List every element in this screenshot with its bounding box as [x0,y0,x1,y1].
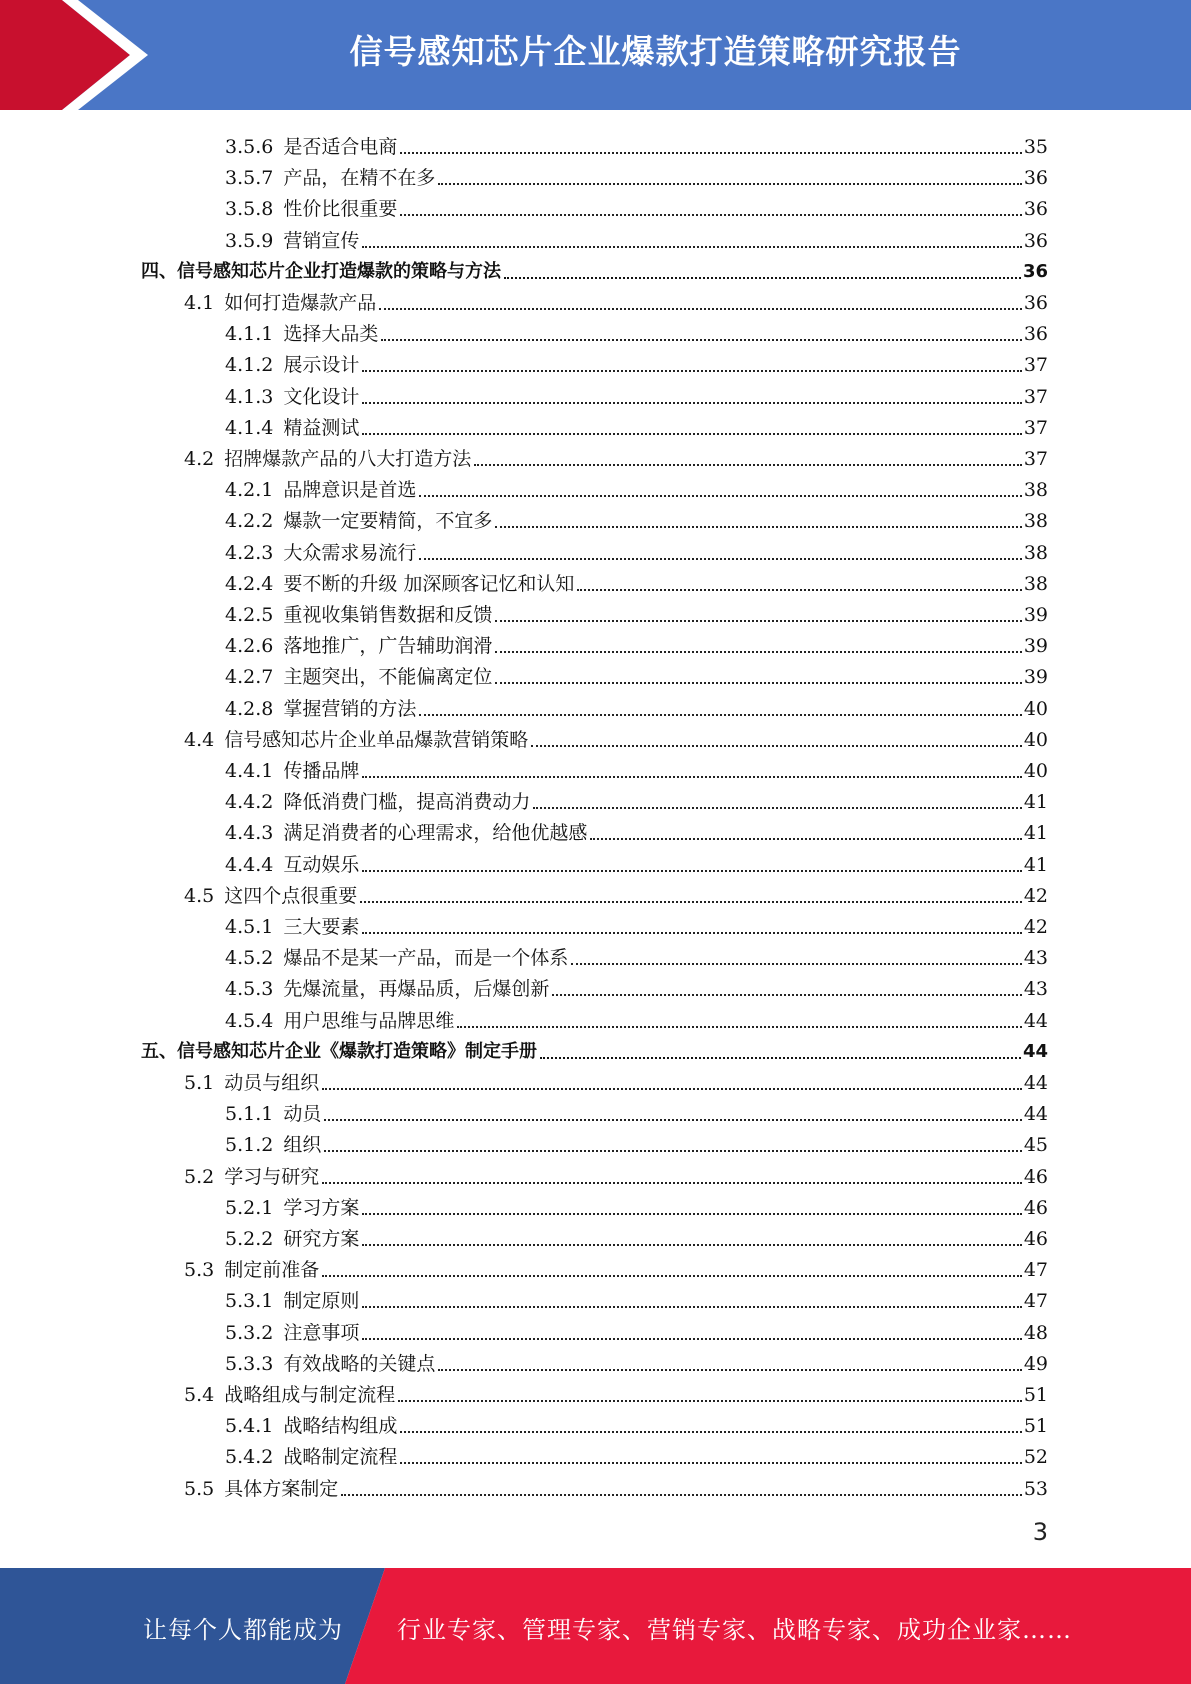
toc-entry-number: 4.2.5 [225,604,274,626]
toc-entry-number: 4.5.3 [225,978,274,1001]
toc-entry-page: 36 [1023,292,1048,314]
toc-dot-leader [400,1461,1021,1464]
toc-entry-number: 4.4.3 [225,822,274,845]
toc-entry[interactable] [225,378,1048,409]
toc-entry-page: 36 [1022,260,1048,282]
toc-entry-label: 制定原则 [283,1290,360,1313]
toc-entry-label: 如何打造爆款产品 [224,292,377,314]
toc-dot-leader [362,245,1021,248]
toc-entry-number: 4.1.2 [225,354,274,377]
toc-entry[interactable] [184,1251,1048,1282]
toc-entry-number: 5.3.3 [225,1352,274,1375]
toc-entry-label: 研究方案 [283,1228,360,1250]
toc-entry-label: 学习与研究 [224,1165,320,1188]
toc-entry-number: 5.2 [184,1165,215,1188]
toc-entry-page: 44 [1023,1009,1048,1032]
toc-dot-leader [540,1056,1021,1059]
toc-entry[interactable] [225,658,1048,689]
toc-entry-page: 49 [1023,1352,1048,1375]
toc-entry-number: 4.5.4 [225,1009,274,1032]
toc-entry-label: 品牌意识是首选 [283,479,417,502]
toc-entry-page: 42 [1023,916,1048,938]
toc-entry-label: 降低消费门槛，提高消费动力 [283,791,531,814]
toc-entry-label: 要不断的升级 加深顾客记忆和认知 [283,572,575,595]
toc-dot-leader [419,494,1021,497]
toc-entry-number: 3.5.6 [225,136,274,158]
header-arrow-icon [0,0,160,110]
toc-entry-number: 4.1.1 [225,323,274,346]
toc-entry[interactable] [225,814,1048,845]
toc-entry[interactable] [225,1407,1048,1438]
toc-dot-leader [362,1243,1021,1246]
toc-entry-page: 36 [1023,323,1048,346]
toc-dot-leader [400,1430,1021,1433]
toc-entry-page: 37 [1023,416,1048,439]
toc-dot-leader [571,962,1021,965]
toc-entry-label: 大众需求易流行 [283,541,417,564]
toc-entry[interactable] [225,128,1048,159]
toc-entry[interactable] [225,752,1048,783]
toc-entry-page: 44 [1023,1103,1048,1126]
toc-entry-label: 学习方案 [283,1196,360,1219]
toc-dot-leader [495,619,1021,622]
toc-dot-leader [324,1149,1021,1152]
toc-dot-leader [322,1181,1022,1184]
toc-dot-leader [341,1493,1022,1496]
toc-entry-label: 满足消费者的心理需求，给他优越感 [283,822,588,845]
toc-entry-page: 35 [1023,136,1048,158]
toc-entry-label: 先爆流量，再爆品质，后爆创新 [283,978,550,1001]
toc-entry-number: 5.3.2 [225,1321,274,1344]
toc-entry-page: 39 [1023,604,1048,626]
toc-entry-page: 45 [1023,1134,1048,1157]
toc-entry-number: 4.1 [184,292,215,314]
toc-entry-page: 38 [1023,572,1048,595]
toc-entry-label: 精益测试 [283,416,360,439]
toc-entry-number: 4.5 [184,884,215,907]
document-title: 信号感知芯片企业爆款打造策略研究报告 [349,32,962,71]
toc-entry-number: 4.4 [184,728,215,751]
toc-entry-page: 39 [1023,635,1048,658]
toc-dot-leader [533,806,1021,809]
toc-entry-page: 53 [1023,1477,1048,1500]
toc-entry-number: 3.5.7 [225,167,274,190]
toc-entry-number: 4.2.3 [225,541,274,564]
toc-entry-page: 41 [1023,822,1048,845]
toc-chapter-entry[interactable] [141,253,1048,284]
footer-slogan-right: 行业专家、管理专家、营销专家、战略专家、成功企业家…… [397,1616,1072,1644]
toc-entry-page: 38 [1023,510,1048,533]
toc-entry-page: 41 [1023,791,1048,814]
toc-entry-label: 产品，在精不在多 [283,167,436,190]
toc-dot-leader [362,775,1021,778]
toc-entry[interactable] [225,471,1048,502]
toc-entry-page: 43 [1023,978,1048,1001]
toc-entry-number: 4.2 [184,448,215,470]
toc-entry[interactable] [184,877,1048,908]
toc-entry-label: 战略结构组成 [283,1415,398,1438]
toc-entry-number: 4.5.2 [225,947,274,970]
toc-entry-number: 4.2.4 [225,572,274,595]
toc-dot-leader [400,213,1021,216]
toc-dot-leader [495,650,1021,653]
toc-entry[interactable] [225,846,1048,877]
toc-entry-number: 5.1.1 [225,1103,274,1126]
toc-entry-number: 3.5.8 [225,198,274,221]
footer-slogan-left: 让每个人都能成为 [143,1616,343,1644]
toc-entry-number: 4.2.7 [225,666,274,689]
toc-entry-label: 传播品牌 [283,760,360,782]
toc-entry[interactable] [225,409,1048,440]
toc-dot-leader [504,276,1021,279]
toc-dot-leader [362,432,1021,435]
toc-dot-leader [362,1337,1021,1340]
toc-entry-label: 爆款一定要精简，不宜多 [283,510,493,533]
toc-dot-leader [362,401,1021,404]
toc-entry-page: 40 [1023,728,1048,751]
toc-entry[interactable] [225,970,1048,1001]
toc-entry-page: 46 [1023,1196,1048,1219]
toc-entry-page: 36 [1023,198,1048,221]
toc-entry[interactable] [225,939,1048,970]
toc-entry-label: 动员 [283,1103,322,1126]
toc-entry-label: 三大要素 [283,916,360,938]
toc-entry-page: 40 [1023,697,1048,720]
page-number: 3 [1032,1518,1048,1546]
toc-entry[interactable] [225,565,1048,596]
toc-dot-leader [324,1118,1021,1121]
toc-entry-page: 52 [1023,1446,1048,1469]
toc-entry-page: 42 [1023,884,1048,907]
toc-entry-label: 信号感知芯片企业单品爆款营销策略 [224,728,529,751]
toc-entry[interactable] [225,1220,1048,1251]
toc-entry-label: 制定前准备 [224,1259,320,1282]
toc-dot-leader [322,1087,1022,1090]
toc-entry[interactable] [225,502,1048,533]
toc-entry[interactable] [184,721,1048,752]
toc-entry-number: 4.5.1 [225,916,274,938]
toc-entry-page: 43 [1023,947,1048,970]
toc-entry-label: 组织 [283,1134,322,1157]
toc-entry[interactable] [225,1095,1048,1126]
toc-entry-label: 招牌爆款产品的八大打造方法 [224,448,472,470]
toc-entry-number: 4.2.2 [225,510,274,533]
toc-entry-label: 这四个点很重要 [224,884,358,907]
toc-entry-label: 四、信号感知芯片企业打造爆款的策略与方法 [141,260,501,282]
toc-dot-leader [362,1212,1021,1215]
toc-entry-number: 5.1 [184,1072,215,1094]
toc-dot-leader [362,869,1021,872]
toc-dot-leader [381,338,1021,341]
toc-entry-label: 是否适合电商 [283,136,398,158]
toc-entry[interactable] [225,159,1048,190]
toc-dot-leader [590,837,1021,840]
toc-dot-leader [495,681,1021,684]
toc-entry-page: 40 [1023,760,1048,782]
toc-entry-label: 动员与组织 [224,1072,320,1094]
toc-entry-label: 文化设计 [283,385,360,408]
toc-entry[interactable] [225,1438,1048,1469]
toc-entry[interactable] [225,190,1048,221]
toc-entry[interactable] [184,1158,1048,1189]
toc-entry-page: 44 [1022,1040,1048,1062]
toc-entry[interactable] [225,346,1048,377]
toc-entry-label: 用户思维与品牌思维 [283,1009,455,1032]
toc-dot-leader [552,993,1021,996]
toc-chapter-entry[interactable] [141,1033,1048,1064]
toc-entry-page: 51 [1023,1415,1048,1438]
toc-entry-number: 4.4.4 [225,853,274,876]
toc-entry[interactable] [225,1345,1048,1376]
toc-entry[interactable] [225,1282,1048,1313]
page-footer [0,1568,1191,1684]
toc-dot-leader [379,307,1022,310]
toc-entry-page: 38 [1023,541,1048,564]
toc-dot-leader [457,1025,1021,1028]
toc-entry[interactable] [225,783,1048,814]
toc-entry-label: 营销宣传 [283,229,360,252]
toc-entry[interactable] [225,1189,1048,1220]
toc-dot-leader [419,713,1021,716]
toc-entry-number: 4.2.6 [225,635,274,658]
toc-entry[interactable] [225,596,1048,627]
toc-dot-leader [322,1274,1022,1277]
toc-entry-number: 4.2.1 [225,479,274,502]
toc-entry-number: 5.4.1 [225,1415,274,1438]
toc-entry[interactable] [184,1470,1048,1501]
toc-entry[interactable] [184,284,1048,315]
toc-entry-number: 4.4.1 [225,760,274,782]
toc-entry[interactable] [184,1376,1048,1407]
toc-entry-label: 有效战略的关键点 [283,1352,436,1375]
toc-entry-page: 38 [1023,479,1048,502]
toc-entry-number: 4.4.2 [225,791,274,814]
toc-entry-label: 战略组成与制定流程 [224,1384,396,1406]
toc-entry-page: 39 [1023,666,1048,689]
toc-entry-number: 4.2.8 [225,697,274,720]
toc-entry-number: 3.5.9 [225,229,274,252]
toc-entry-number: 5.2.1 [225,1196,274,1219]
toc-entry-number: 5.3 [184,1259,215,1282]
toc-entry-page: 36 [1023,229,1048,252]
toc-entry[interactable] [225,1126,1048,1157]
toc-dot-leader [474,463,1022,466]
toc-entry-number: 4.1.3 [225,385,274,408]
toc-entry-label: 战略制定流程 [283,1446,398,1469]
toc-dot-leader [362,931,1021,934]
page-header [0,0,1191,110]
toc-entry[interactable] [225,908,1048,939]
toc-entry-number: 5.5 [184,1477,215,1500]
toc-entry[interactable] [225,534,1048,565]
toc-entry-label: 爆品不是某一产品，而是一个体系 [283,947,569,970]
toc-entry-label: 性价比很重要 [283,198,398,221]
toc-entry-page: 41 [1023,853,1048,876]
toc-entry-label: 注意事项 [283,1321,360,1344]
toc-dot-leader [400,151,1021,154]
toc-entry-page: 51 [1023,1384,1048,1406]
toc-entry-page: 46 [1023,1228,1048,1250]
toc-entry-number: 5.2.2 [225,1228,274,1250]
toc-entry-label: 掌握营销的方法 [283,697,417,720]
toc-entry[interactable] [184,440,1048,471]
toc-entry-label: 展示设计 [283,354,360,377]
toc-entry[interactable] [225,690,1048,721]
toc-entry-number: 5.4 [184,1384,215,1406]
toc-dot-leader [362,369,1021,372]
toc-entry-page: 37 [1023,385,1048,408]
toc-dot-leader [438,1368,1021,1371]
toc-entry-label: 具体方案制定 [224,1477,339,1500]
toc-entry-label: 五、信号感知芯片企业《爆款打造策略》制定手册 [141,1040,537,1062]
toc-entry-page: 44 [1023,1072,1048,1094]
toc-entry-label: 选择大品类 [283,323,379,346]
toc-dot-leader [438,182,1021,185]
toc-entry[interactable] [184,1064,1048,1095]
toc-entry[interactable] [225,1002,1048,1033]
toc-entry-page: 47 [1023,1259,1048,1282]
toc-entry-label: 互动娱乐 [283,853,360,876]
toc-dot-leader [360,900,1022,903]
toc-entry-number: 5.1.2 [225,1134,274,1157]
toc-entry-page: 47 [1023,1290,1048,1313]
toc-dot-leader [531,744,1022,747]
toc-dot-leader [495,525,1021,528]
toc-entry[interactable] [225,1314,1048,1345]
toc-entry-number: 5.4.2 [225,1446,274,1469]
toc-entry-page: 37 [1023,354,1048,377]
toc-entry-number: 4.1.4 [225,416,274,439]
toc-entry-page: 37 [1023,448,1048,470]
toc-entry[interactable] [225,315,1048,346]
toc-entry-label: 重视收集销售数据和反馈 [283,604,493,626]
toc-entry-label: 落地推广，广告辅助润滑 [283,635,493,658]
toc-entry-page: 48 [1023,1321,1048,1344]
toc-entry-page: 46 [1023,1165,1048,1188]
toc-dot-leader [419,557,1021,560]
toc-entry-number: 5.3.1 [225,1290,274,1313]
toc-dot-leader [362,1305,1021,1308]
toc-dot-leader [398,1399,1022,1402]
toc-dot-leader [577,588,1021,591]
toc-entry[interactable] [225,627,1048,658]
toc-entry-page: 36 [1023,167,1048,190]
toc-entry[interactable] [225,222,1048,253]
toc-entry-label: 主题突出，不能偏离定位 [283,666,493,689]
